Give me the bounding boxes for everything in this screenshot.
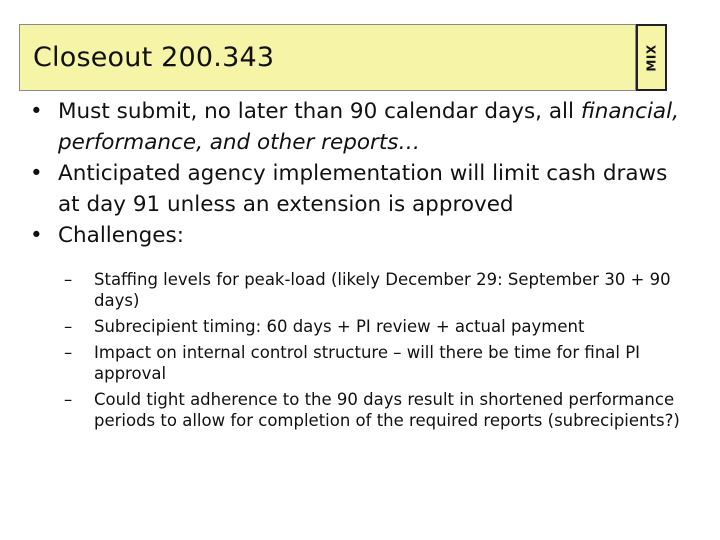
- bullet-item-submit: [30, 96, 680, 158]
- sub-bullet-staffing: [64, 269, 680, 311]
- sub-bullet-text: Subrecipient timing: 60 days + PI review + actual payment: [94, 317, 585, 336]
- sub-bullet-text: Impact on internal control structure – will there be time for final PI approval: [94, 343, 641, 383]
- slide-title: Closeout 200.343: [33, 42, 275, 73]
- category-tag: [636, 24, 667, 91]
- title-banner: [19, 24, 636, 91]
- dash-icon: –: [64, 270, 73, 289]
- bullet-list: [30, 96, 680, 431]
- sub-bullet-text: Staffing levels for peak-load (likely December 29: September 30 + 90 days): [94, 270, 671, 310]
- bullet-icon: •: [30, 223, 43, 248]
- sub-bullet-subrecipient: [64, 316, 680, 337]
- bullet-text: Anticipated agency implementation will limit cash draws at day 91 unless an extension is approved: [58, 161, 668, 217]
- sub-bullet-text: Could tight adherence to the 90 days result in shortened performance periods to allow for completion of the required reports (subrecipients?): [94, 390, 680, 430]
- sub-bullet-adherence: [64, 389, 680, 431]
- dash-icon: –: [64, 390, 73, 409]
- bullet-item-agency: [30, 158, 680, 220]
- bullet-icon: •: [30, 99, 43, 124]
- dash-icon: –: [64, 343, 73, 362]
- bullet-icon: •: [30, 161, 43, 186]
- sub-bullet-list: [58, 269, 680, 431]
- bullet-item-challenges: [30, 220, 680, 431]
- category-tag-label: MIX: [644, 43, 659, 72]
- sub-bullet-internal-control: [64, 342, 680, 384]
- bullet-italic-text: financial, performance, and other reports…: [58, 99, 679, 155]
- slide-body: [30, 96, 680, 436]
- bullet-text: Must submit, no later than 90 calendar days, all: [58, 99, 581, 124]
- dash-icon: –: [64, 317, 73, 336]
- bullet-text: Challenges:: [58, 223, 184, 248]
